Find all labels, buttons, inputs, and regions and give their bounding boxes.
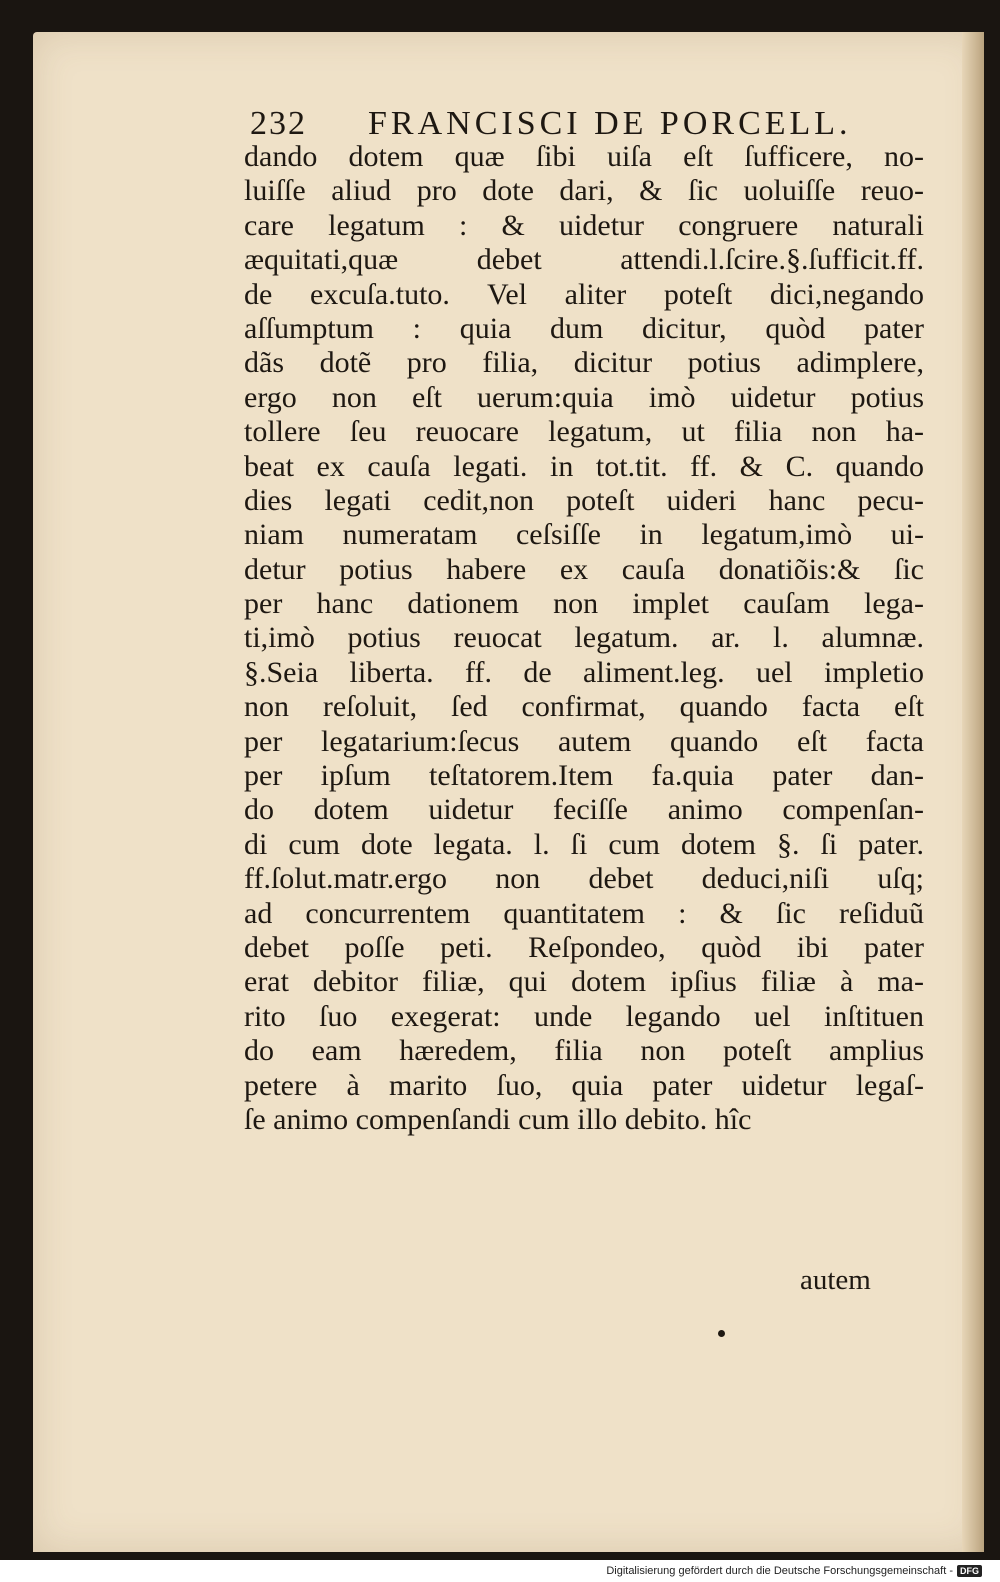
text-line: beat ex cauſa legati. in tot.tit. ff. & C. quando bbox=[244, 449, 924, 483]
text-line: luiſſe aliud pro dote dari, & ſic uoluiſſe reuo- bbox=[244, 174, 924, 208]
text-line: dies legati cedit,non poteſt uideri hanc pecu- bbox=[244, 483, 924, 517]
text-line: per hanc dationem non implet cauſam lega- bbox=[244, 587, 924, 621]
text-line: dando dotem quæ ſibi uiſa eſt ſufficere, no- bbox=[244, 140, 924, 173]
text-line: petere à marito ſuo, quia pater uidetur legaſ- bbox=[244, 1068, 924, 1102]
text-line: per ipſum teſtatorem.Item fa.quia pater dan- bbox=[244, 759, 924, 793]
text-line: ff.ſolut.matr.ergo non debet deduci,niſi uſq; bbox=[244, 862, 924, 896]
text-line: ti,imò potius reuocat legatum. ar. l. alumnæ. bbox=[244, 621, 924, 655]
text-line: §.Seia liberta. ff. de aliment.leg. uel impletio bbox=[244, 655, 924, 689]
text-line: rito ſuo exegerat: unde legando uel inſtituen bbox=[244, 999, 924, 1033]
text-line: æquitati,quæ debet attendi.l.ſcire.§.ſufficit.ff. bbox=[244, 243, 924, 277]
footer-credit bbox=[606, 1562, 982, 1580]
text-line: de excuſa.tuto. Vel aliter poteſt dici,negando bbox=[244, 277, 924, 311]
footer-text: Digitalisierung gefördert durch die Deutsche Forschungsgemeinschaft - bbox=[606, 1565, 953, 1577]
catchword: autem bbox=[800, 1264, 871, 1296]
dfg-logo-icon: DFG bbox=[957, 1565, 982, 1577]
text-line: niam numeratam ceſsiſſe in legatum,imò ui- bbox=[244, 518, 924, 552]
text-line: per legatarium:ſecus autem quando eſt facta bbox=[244, 724, 924, 758]
text-line: ad concurrentem quantitatem : & ſic reſiduũ bbox=[244, 896, 924, 930]
text-line: detur potius habere ex cauſa donatiõis:& ſic bbox=[244, 552, 924, 586]
text-line: tollere ſeu reuocare legatum, ut filia non ha- bbox=[244, 415, 924, 449]
running-head: FRANCISCI DE PORCELL. bbox=[368, 105, 852, 142]
text-line: dãs dotẽ pro filia, dicitur potius adimplere, bbox=[244, 346, 924, 380]
text-line: do dotem uidetur feciſſe animo compenſan- bbox=[244, 793, 924, 827]
page-edge bbox=[962, 32, 984, 1552]
body-text bbox=[244, 140, 924, 1137]
text-line: ſe animo compenſandi cum illo debito. hîc bbox=[244, 1102, 752, 1136]
text-line: care legatum : & uidetur congruere naturali bbox=[244, 208, 924, 242]
text-line: ergo non eſt uerum:quia imò uidetur potius bbox=[244, 380, 924, 414]
text-line: aſſumptum : quia dum dicitur, quòd pater bbox=[244, 311, 924, 345]
page-number: 232 bbox=[250, 105, 307, 142]
text-line: erat debitor filiæ, qui dotem ipſius filiæ à ma- bbox=[244, 965, 924, 999]
text-line: debet poſſe peti. Reſpondeo, quòd ibi pater bbox=[244, 930, 924, 964]
text-line: di cum dote legata. l. ſi cum dotem §. ſi pater. bbox=[244, 827, 924, 861]
text-line: do eam hæredem, filia non poteſt amplius bbox=[244, 1034, 924, 1068]
ink-dot bbox=[718, 1330, 725, 1337]
text-line: non reſoluit, ſed confirmat, quando facta eſt bbox=[244, 690, 924, 724]
